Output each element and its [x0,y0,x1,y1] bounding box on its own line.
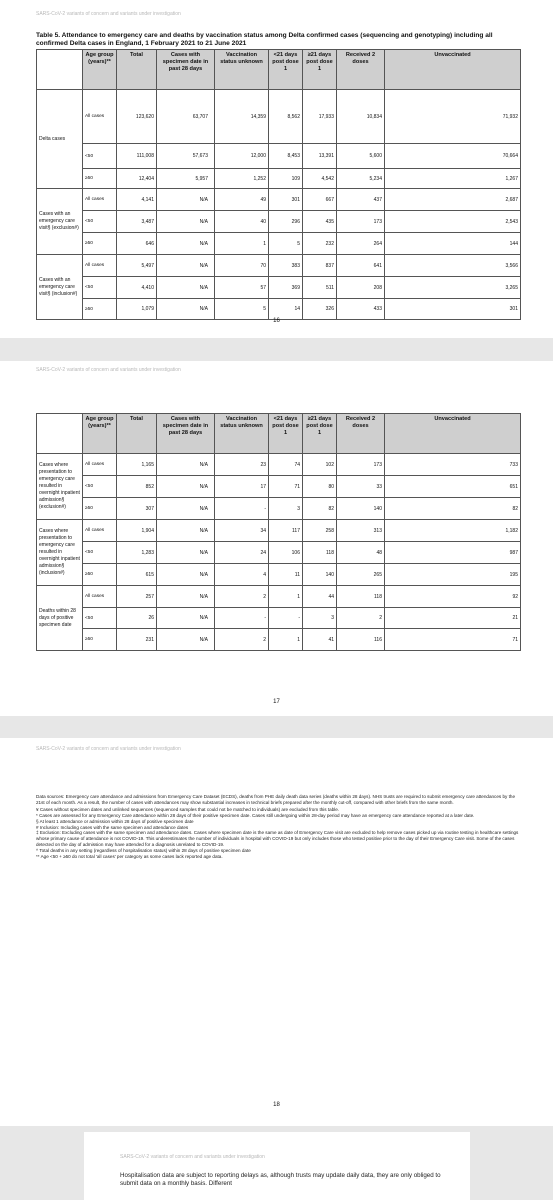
footnote-unlinked: ¥ Cases without specimen dates and unlinked sequences (sequenced samples that could not be matched to individuals) are excluded from this table. [36,806,340,812]
cell-ge21-days: 17,933 [303,90,337,144]
cell-ge21-days: 82 [303,498,337,520]
cell-ge21-days: 118 [303,542,337,564]
table-row [37,144,521,169]
cell-total: 4,410 [117,277,157,299]
cell-vaccination-unknown: 4 [215,564,269,586]
cell-total: 1,079 [117,299,157,320]
cell-ge21-days: 511 [303,277,337,299]
document-page-19 [84,1132,470,1200]
cell-two-doses: 641 [337,255,385,277]
cell-total: 5,497 [117,255,157,277]
cell-vaccination-unknown: 70 [215,255,269,277]
cell-age-group: <50 [83,144,117,169]
cell-specimen-date: N/A [157,211,215,233]
cell-specimen-date: N/A [157,498,215,520]
cell-unvaccinated: 733 [385,454,521,476]
row-category-label: Delta cases [37,90,83,189]
cell-ge21-days: 258 [303,520,337,542]
cell-lt21-days: 71 [269,476,303,498]
page-number: 16 [273,318,280,324]
cell-specimen-date: N/A [157,608,215,629]
cell-age-group: All cases [83,90,117,144]
cell-specimen-date: N/A [157,564,215,586]
row-category-label: Cases where presentation to emergency care resulted in overnight inpatient admission§ (exclusion#) [37,454,83,520]
cell-ge21-days: 140 [303,564,337,586]
cell-vaccination-unknown: 14,359 [215,90,269,144]
cell-specimen-date: N/A [157,586,215,608]
cell-lt21-days: 8,562 [269,90,303,144]
header-ge21-days: ≥21 days post dose 1 [303,50,337,90]
cell-lt21-days: 1 [269,586,303,608]
cell-specimen-date: N/A [157,476,215,498]
table-header-row [37,50,521,90]
cell-lt21-days: 369 [269,277,303,299]
cell-vaccination-unknown: 23 [215,454,269,476]
cell-vaccination-unknown: 12,000 [215,144,269,169]
cell-two-doses: 10,834 [337,90,385,144]
cell-vaccination-unknown: 49 [215,189,269,211]
cell-age-group: <50 [83,277,117,299]
cell-lt21-days: 11 [269,564,303,586]
cell-lt21-days: 74 [269,454,303,476]
cell-lt21-days: 383 [269,255,303,277]
cell-unvaccinated: 1,267 [385,169,521,189]
cell-ge21-days: 326 [303,299,337,320]
cell-two-doses: 437 [337,189,385,211]
cell-total: 123,620 [117,90,157,144]
cell-age-group: All cases [83,189,117,211]
cell-total: 1,283 [117,542,157,564]
cell-vaccination-unknown: 1 [215,233,269,255]
cell-vaccination-unknown: 34 [215,520,269,542]
cell-vaccination-unknown: 40 [215,211,269,233]
cell-two-doses: 116 [337,629,385,651]
page-number: 18 [273,1102,280,1108]
cell-specimen-date: N/A [157,189,215,211]
cell-two-doses: 173 [337,454,385,476]
table-row [37,498,521,520]
header-vaccination-unknown: Vaccination status unknown [215,50,269,90]
cell-unvaccinated: 71 [385,629,521,651]
cell-total: 111,008 [117,144,157,169]
cell-total: 4,141 [117,189,157,211]
cell-ge21-days: 13,391 [303,144,337,169]
cell-age-group: All cases [83,586,117,608]
cell-two-doses: 33 [337,476,385,498]
document-page-17 [0,361,553,716]
table-row [37,454,521,476]
cell-unvaccinated: 301 [385,299,521,320]
cell-two-doses: 48 [337,542,385,564]
cell-age-group: All cases [83,255,117,277]
cell-lt21-days: 5 [269,233,303,255]
cell-vaccination-unknown: - [215,608,269,629]
header-total: Total [117,50,157,90]
cell-unvaccinated: 1,182 [385,520,521,542]
cell-unvaccinated: 2,543 [385,211,521,233]
cell-unvaccinated: 71,932 [385,90,521,144]
cell-unvaccinated: 195 [385,564,521,586]
cell-specimen-date: N/A [157,520,215,542]
cell-ge21-days: 232 [303,233,337,255]
header-lt21-days: <21 days post dose 1 [269,50,303,90]
cell-two-doses: 208 [337,277,385,299]
cell-age-group: <50 [83,211,117,233]
cell-lt21-days: - [269,608,303,629]
cell-age-group: <50 [83,608,117,629]
row-category-label: Cases with an emergency care visit§ (exclusion#) [37,189,83,255]
vaccination-status-table [36,49,521,320]
cell-unvaccinated: 2,687 [385,189,521,211]
cell-lt21-days: 106 [269,542,303,564]
cell-total: 3,487 [117,211,157,233]
footnote-data-sources: Data sources: Emergency care attendance and admissions from Emergency Care Dataset (ECDS), deaths from PHE daily death data series (deaths within 28 days). NHS trusts are required to submit emergency care attendances by the 21st of each month. As a result, the number of cases with attendances may show substantial increases in technical briefs prepared after the monthly cut-off, compared with other briefs from the same month. [36,794,515,805]
cell-lt21-days: 109 [269,169,303,189]
cell-total: 646 [117,233,157,255]
body-paragraph: Hospitalisation data are subject to reporting delays as, although trusts may update daily data, they are only obliged to submit data on a monthly basis. Different [120,1172,441,1188]
header-blank [37,414,83,454]
cell-lt21-days: 117 [269,520,303,542]
cell-unvaccinated: 3,265 [385,277,521,299]
running-head: SARS-CoV-2 variants of concern and variants under investigation [36,746,181,752]
cell-vaccination-unknown: - [215,498,269,520]
cell-total: 307 [117,498,157,520]
cell-age-group: ≥50 [83,233,117,255]
cell-age-group: <50 [83,542,117,564]
cell-age-group: ≥50 [83,299,117,320]
cell-two-doses: 433 [337,299,385,320]
cell-vaccination-unknown: 1,252 [215,169,269,189]
cell-specimen-date: 5,957 [157,169,215,189]
running-head: SARS-CoV-2 variants of concern and variants under investigation [120,1154,265,1160]
document-page-18 [0,738,553,1126]
cell-two-doses: 265 [337,564,385,586]
table-row [37,277,521,299]
cell-ge21-days: 435 [303,211,337,233]
header-age-group: Age group (years)** [83,50,117,90]
cell-lt21-days: 8,453 [269,144,303,169]
footnote-attendance: § At least 1 attendance or admission within 28 days of positive specimen date [36,818,194,824]
cell-two-doses: 264 [337,233,385,255]
cell-vaccination-unknown: 2 [215,629,269,651]
cell-two-doses: 2 [337,608,385,629]
cell-specimen-date: N/A [157,454,215,476]
header-ge21-days: ≥21 days post dose 1 [303,414,337,454]
cell-lt21-days: 1 [269,629,303,651]
table-row [37,520,521,542]
cell-specimen-date: 63,707 [157,90,215,144]
cell-age-group: All cases [83,520,117,542]
cell-specimen-date: N/A [157,255,215,277]
cell-lt21-days: 3 [269,498,303,520]
cell-ge21-days: 44 [303,586,337,608]
cell-specimen-date: N/A [157,629,215,651]
cell-lt21-days: 301 [269,189,303,211]
cell-two-doses: 5,600 [337,144,385,169]
cell-two-doses: 5,234 [337,169,385,189]
header-specimen-date: Cases with specimen date in past 28 days [157,50,215,90]
cell-total: 852 [117,476,157,498]
cell-unvaccinated: 70,664 [385,144,521,169]
cell-total: 615 [117,564,157,586]
table-row [37,169,521,189]
header-specimen-date: Cases with specimen date in past 28 days [157,414,215,454]
cell-ge21-days: 102 [303,454,337,476]
cell-ge21-days: 837 [303,255,337,277]
cell-specimen-date: N/A [157,277,215,299]
cell-total: 231 [117,629,157,651]
table-row [37,608,521,629]
cell-age-group: ≥50 [83,169,117,189]
table-row [37,211,521,233]
cell-two-doses: 313 [337,520,385,542]
cell-specimen-date: N/A [157,542,215,564]
table-row [37,90,521,144]
header-lt21-days: <21 days post dose 1 [269,414,303,454]
running-head: SARS-CoV-2 variants of concern and variants under investigation [36,11,181,17]
cell-vaccination-unknown: 57 [215,277,269,299]
header-two-doses: Received 2 doses [337,50,385,90]
cell-unvaccinated: 3,566 [385,255,521,277]
header-age-group: Age group (years)** [83,414,117,454]
running-head: SARS-CoV-2 variants of concern and variants under investigation [36,367,181,373]
cell-unvaccinated: 144 [385,233,521,255]
cell-ge21-days: 80 [303,476,337,498]
cell-unvaccinated: 987 [385,542,521,564]
cell-ge21-days: 667 [303,189,337,211]
header-two-doses: Received 2 doses [337,414,385,454]
table-row [37,189,521,211]
header-total: Total [117,414,157,454]
footnote-age: ** Age <50 + ≥50 do not total 'all cases' per category as some cases lack reported age data. [36,854,223,860]
cell-lt21-days: 14 [269,299,303,320]
table-row [37,476,521,498]
table-row [37,255,521,277]
cell-unvaccinated: 92 [385,586,521,608]
header-unvaccinated: Unvaccinated [385,50,521,90]
cell-age-group: ≥50 [83,629,117,651]
row-category-label: Deaths within 28 days of positive specimen date [37,586,83,651]
cell-specimen-date: 57,673 [157,144,215,169]
cell-age-group: ≥50 [83,564,117,586]
cell-ge21-days: 41 [303,629,337,651]
cell-age-group: <50 [83,476,117,498]
cell-unvaccinated: 82 [385,498,521,520]
cell-total: 1,165 [117,454,157,476]
cell-total: 26 [117,608,157,629]
cell-two-doses: 118 [337,586,385,608]
cell-lt21-days: 296 [269,211,303,233]
cell-age-group: ≥50 [83,498,117,520]
table-title: Table 5. Attendance to emergency care and deaths by vaccination status among Delta confirmed cases (sequencing and genotyping) including all confirmed Delta cases in England, 1 February 2021 to 21 June 2021 [36,32,493,47]
table-row [37,299,521,320]
cell-specimen-date: N/A [157,299,215,320]
header-unvaccinated: Unvaccinated [385,414,521,454]
vaccination-status-table-continued [36,413,521,651]
table-row [37,564,521,586]
page-number: 17 [273,699,280,705]
cell-vaccination-unknown: 24 [215,542,269,564]
footnote-assessment: * Cases are assessed for any Emergency Care attendance within 28 days of their positive specimen date. Cases still undergoing within 28-day period may have an emergency care attendance reported at a later date. [36,812,475,818]
cell-vaccination-unknown: 2 [215,586,269,608]
cell-total: 12,404 [117,169,157,189]
row-category-label: Cases with an emergency care visit§ (inclusion#) [37,255,83,320]
table-footnotes [36,794,522,860]
document-page-16 [0,0,553,338]
row-category-label: Cases where presentation to emergency care resulted in overnight inpatient admission§ (inclusion#) [37,520,83,586]
header-vaccination-unknown: Vaccination status unknown [215,414,269,454]
footnote-exclusion: ‡ Exclusion: Excluding cases with the same specimen and attendance dates. Cases where specimen date is the same as date of Emergency Care visit are excluded to help remove cases picked up via routine testing in healthcare settings whose primary cause of attendance is not COVID-19. This underestimates the number of individuals in hospital with COVID-19 but only includes those who tested positive prior to the day of their Emergency Care visit. Some of the cases detected on the day of admission may have attended for a diagnosis unrelated to COVID-19. [36,830,519,848]
footnote-inclusion: # Inclusion: Including cases with the same specimen and attendance dates [36,824,189,830]
cell-unvaccinated: 21 [385,608,521,629]
footnote-deaths: ^ Total deaths in any setting (regardless of hospitalisation status) within 28 days of positive specimen date [36,848,251,854]
header-blank [37,50,83,90]
cell-total: 1,904 [117,520,157,542]
cell-two-doses: 140 [337,498,385,520]
cell-two-doses: 173 [337,211,385,233]
cell-specimen-date: N/A [157,233,215,255]
cell-ge21-days: 3 [303,608,337,629]
cell-total: 257 [117,586,157,608]
cell-vaccination-unknown: 17 [215,476,269,498]
table-row [37,233,521,255]
table-header-row [37,414,521,454]
table-row [37,542,521,564]
cell-ge21-days: 4,542 [303,169,337,189]
table-row [37,629,521,651]
cell-vaccination-unknown: 5 [215,299,269,320]
cell-unvaccinated: 651 [385,476,521,498]
cell-age-group: All cases [83,454,117,476]
table-row [37,586,521,608]
